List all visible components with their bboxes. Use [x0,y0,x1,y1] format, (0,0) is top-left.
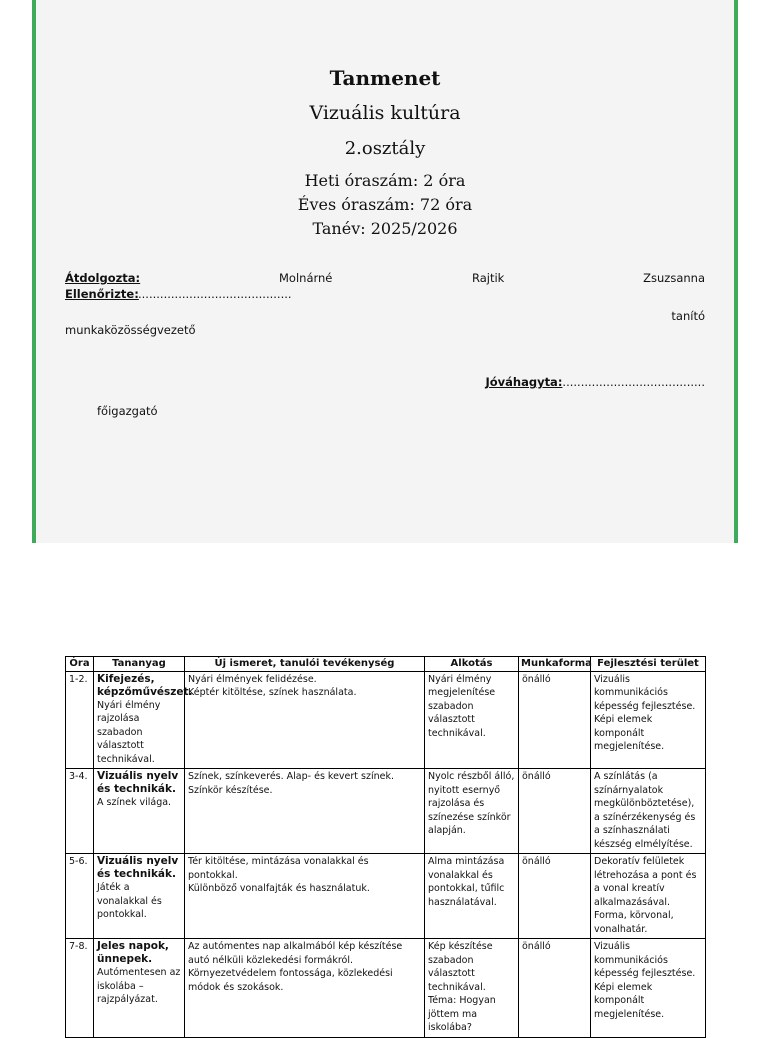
principal-role: főigazgató [97,404,158,418]
cell-topic [94,939,185,1038]
cell-development: Vizuális kommunikációs képesség fejlesztése. Képi elemek komponált megjelenítése. [591,671,706,769]
prepared-by-name-2: Rajtik [472,271,505,285]
subject-name: Vizuális kultúra [309,102,461,124]
header-creation: Alkotás [425,657,519,672]
cell-work-form: önálló [519,939,591,1038]
cell-topic [94,769,185,854]
topic-text: Játék a vonalakkal és pontokkal. [97,882,162,920]
header-activity: Új ismeret, tanulói tevékenység [185,657,425,672]
school-year: Tanév: 2025/2026 [312,219,458,238]
table-row [66,854,706,939]
cell-work-form: önálló [519,769,591,854]
lesson-plan-table-wrapper [65,656,705,1038]
table-row [66,769,706,854]
cell-creation: Nyolc részből álló, nyitott esernyő rajzolása és színezése színkör alapján. [425,769,519,854]
approved-by-label: Jóváhagyta: [485,375,563,389]
cell-ora: 1-2. [66,671,94,769]
teacher-role: tanító [671,309,705,323]
table-header-row [66,657,706,672]
cell-activity: Tér kitöltése, mintázása vonalakkal és pontokkal. Különböző vonalfajták és használatuk. [185,854,425,939]
topic-title: Vizuális nyelv és technikák. [97,770,179,795]
cell-activity: Az autómentes nap alkalmából kép készítése autó nélküli közlekedési formákról. Környezetvédelem fontossága, közlekedési módok és szokások. [185,939,425,1038]
header-ora: Óra [66,657,94,672]
prepared-by-name-3: Zsuzsanna [643,271,705,285]
topic-title: Kifejezés, képzőművészet. [97,672,193,698]
grade-level: 2.osztály [344,138,426,159]
cell-development: Vizuális kommunikációs képesség fejlesztése. Képi elemek komponált megjelenítése. [591,939,706,1038]
topic-title: Jeles napok, ünnepek. [97,940,169,965]
topic-text: Autómentesen az iskolába – rajzpályázat. [97,967,181,1005]
cell-topic [94,671,193,769]
weekly-hours: Heti óraszám: 2 óra [304,171,466,190]
cell-creation: Kép készítése szabadon választott technikával. Téma: Hogyan jöttem ma iskolába? [425,939,519,1038]
cell-activity: Színek, színkeverés. Alap- és kevert színek. Színkör készítése. [185,769,425,854]
approved-by-dots: ....................................... [562,375,705,389]
table-row [66,671,706,769]
cell-work-form: önálló [519,854,591,939]
cell-ora: 5-6. [66,854,94,939]
cover-page [32,0,738,543]
topic-title: Vizuális nyelv és technikák. [97,855,179,880]
cell-work-form: önálló [519,671,591,769]
checked-by-label: Ellenőrizte: [65,287,139,301]
prepared-by-name-1: Molnárné [279,271,333,285]
cell-activity: Nyári élmények felidézése. Képtér kitöltése, színek használata. [185,671,425,769]
header-development: Fejlesztési terület [591,657,706,672]
checked-by-dots: .......................................... [138,287,292,301]
table-row [66,939,706,1038]
lesson-plan-table [65,656,706,1038]
cell-development: A színlátás (a színárnyalatok megkülönböztetése), a színérzékenység és a színhasználati készség elmélyítése. [591,769,706,854]
document-title: Tanmenet [329,66,441,90]
prepared-by-label: Átdolgozta: [65,271,141,285]
topic-text: Nyári élmény rajzolása szabadon választott technikával. [97,699,161,765]
cell-ora: 7-8. [66,939,94,1038]
team-leader-role: munkaközösségvezető [65,323,196,337]
cell-ora: 3-4. [66,769,94,854]
cell-development: Dekoratív felületek létrehozása a pont és a vonal kreatív alkalmazásával. Forma, körvonal, vonalhatár. [591,854,706,939]
yearly-hours: Éves óraszám: 72 óra [297,195,473,214]
cell-creation: Alma mintázása vonalakkal és pontokkal, tűfilc használatával. [425,854,519,939]
cell-creation: Nyári élmény megjelenítése szabadon választott technikával. [425,671,519,769]
cell-topic [94,854,185,939]
header-tananyag: Tananyag [94,657,185,672]
header-work-form: Munkaforma [519,657,591,672]
approved-by [485,375,705,389]
topic-text: A színek világa. [97,797,172,808]
